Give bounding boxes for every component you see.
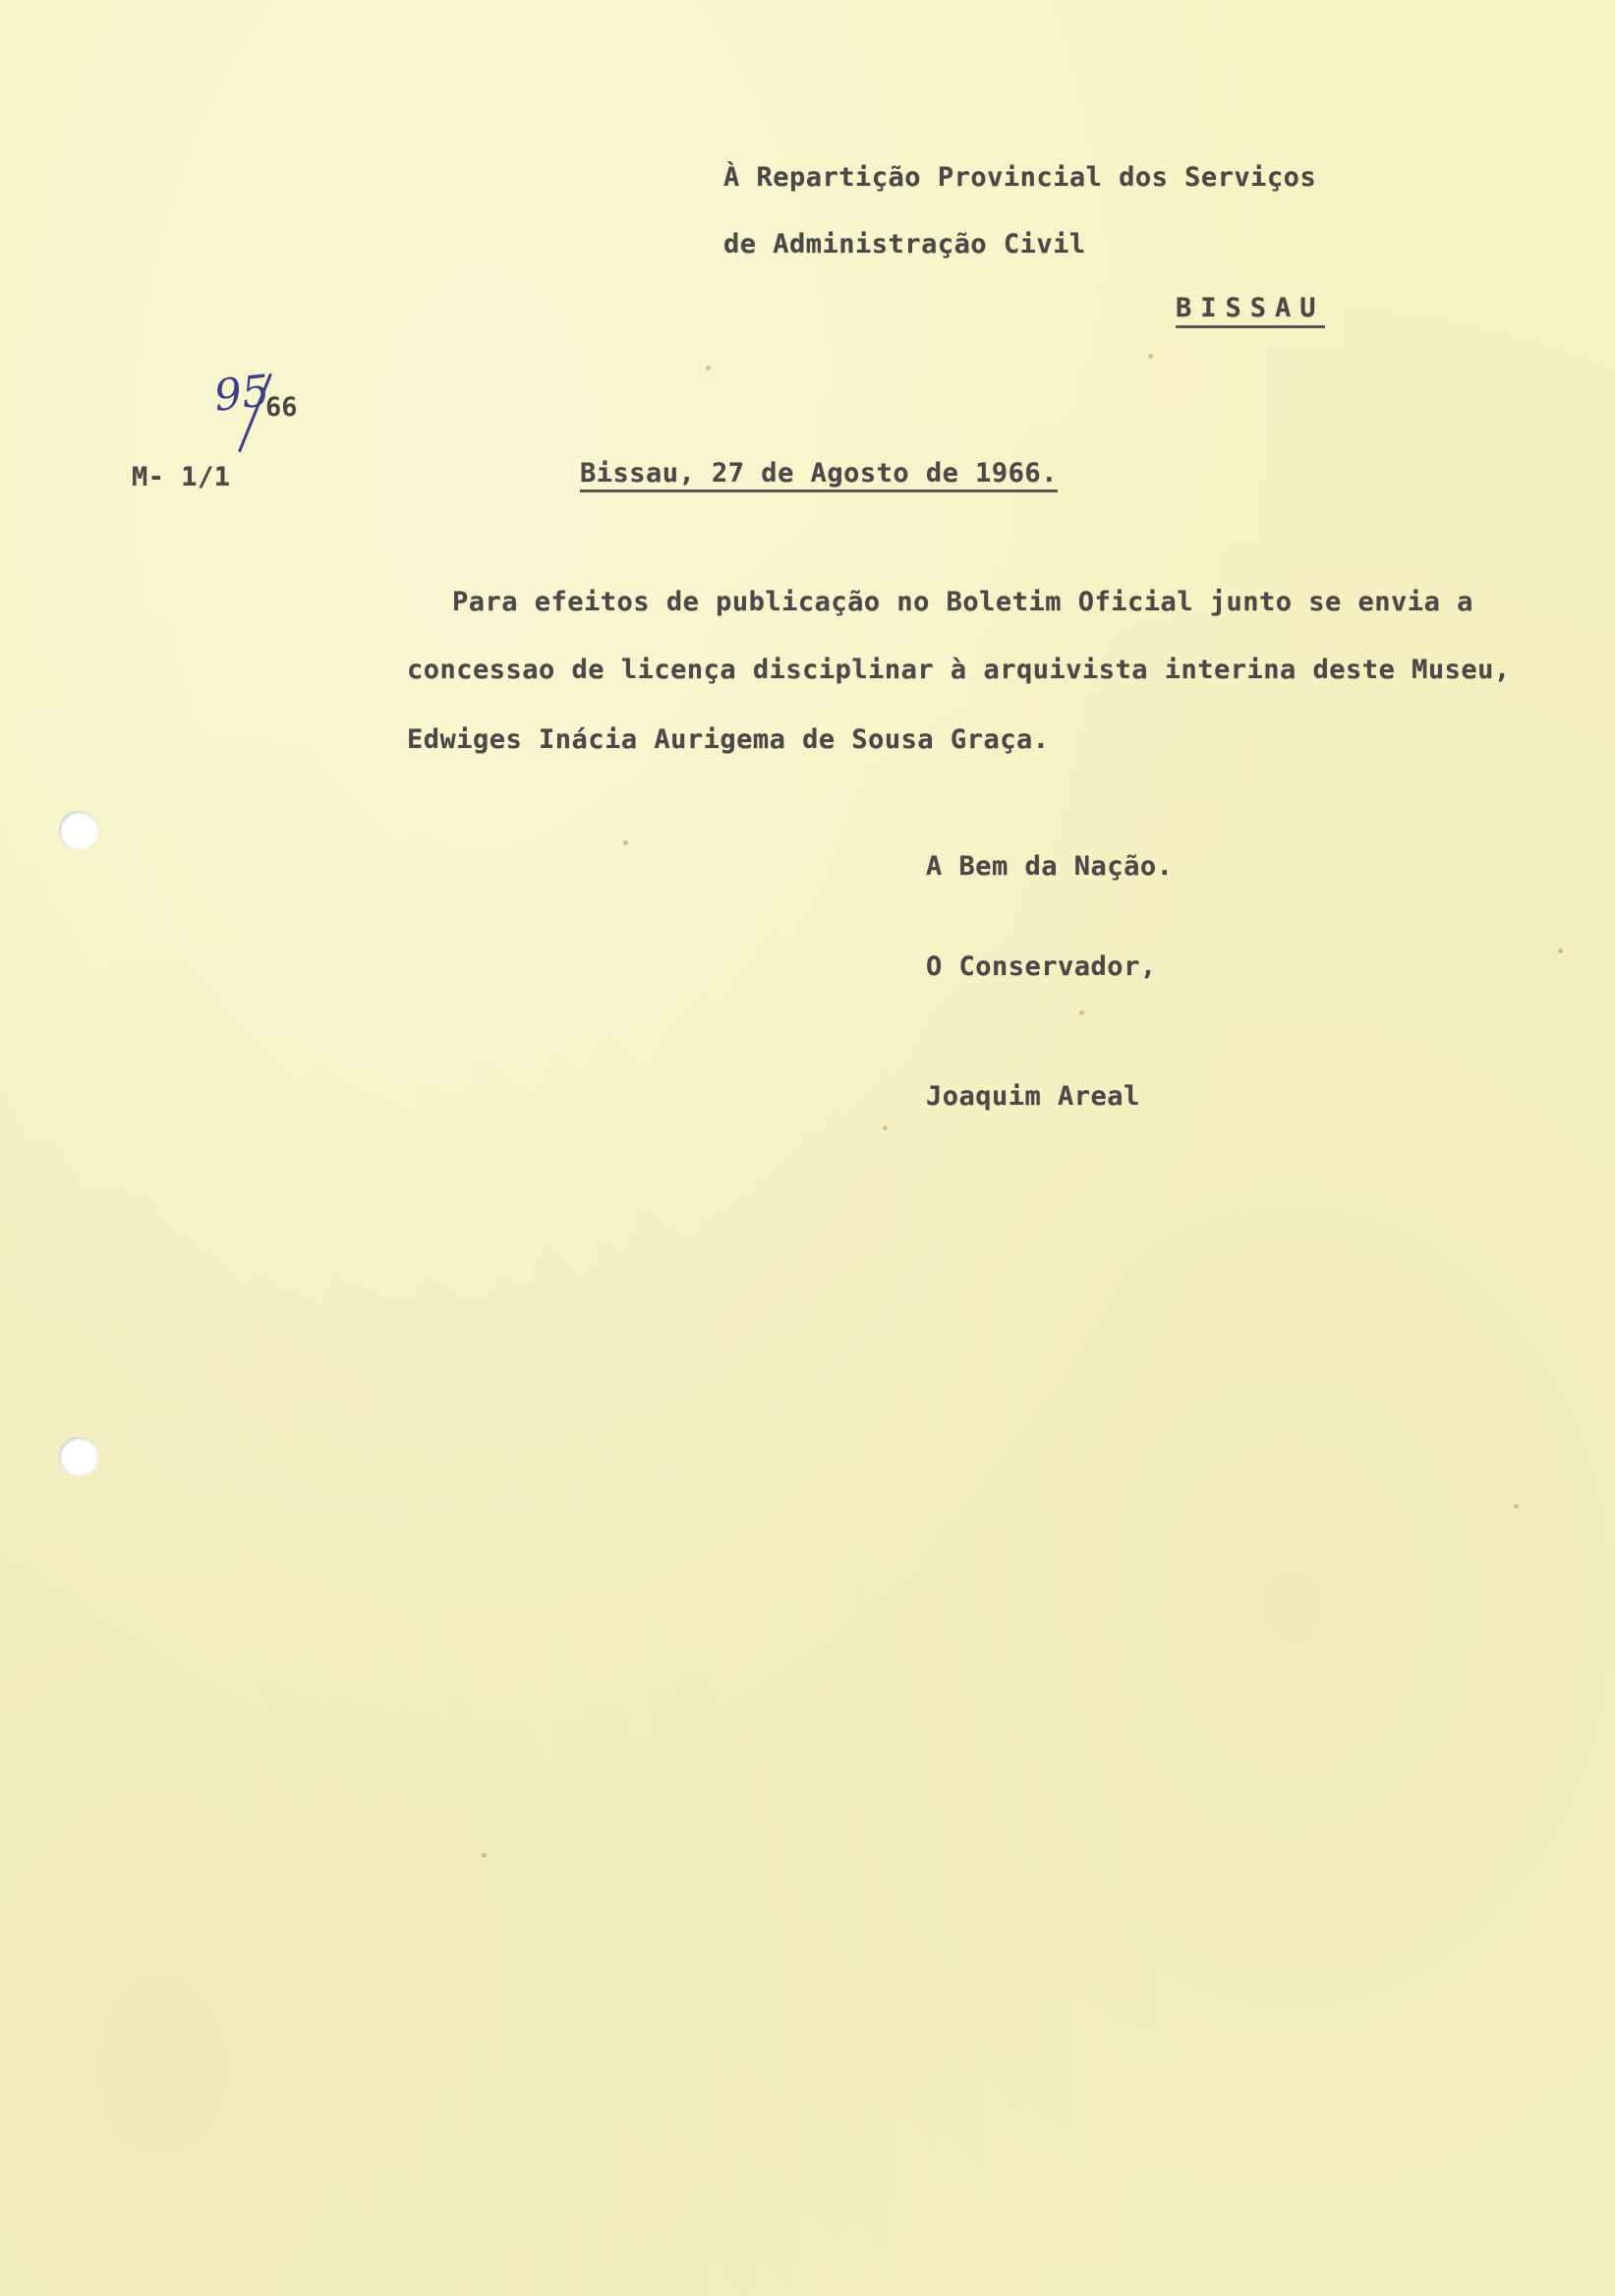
reference-number — [211, 366, 322, 462]
paper-speck — [706, 366, 711, 371]
signatory-name: Joaquim Areal — [926, 1081, 1140, 1112]
punch-hole-top — [59, 811, 98, 850]
punch-hole-bottom — [59, 1437, 98, 1476]
paper-speck — [1514, 1504, 1519, 1509]
signatory-title: O Conservador, — [926, 951, 1157, 982]
body-line-2: concessao de licença disciplinar à arquivista interina deste Museu, — [407, 655, 1511, 685]
paper-speck — [1079, 1010, 1084, 1015]
closing-salutation: A Bem da Nação. — [926, 851, 1174, 882]
recipient-line-2: de Administração Civil — [723, 229, 1086, 259]
recipient-line-1: À Repartição Provincial dos Serviços — [723, 162, 1317, 193]
paper-speck — [623, 840, 628, 845]
date-line: Bissau, 27 de Agosto de 1966. — [580, 458, 1058, 492]
typed-reference-year: 66 — [265, 392, 298, 423]
paper-speck — [883, 1125, 888, 1130]
body-line-1: Para efeitos de publicação no Boletim Oficial junto se envia a — [452, 587, 1473, 617]
handwritten-reference: 95 — [211, 366, 272, 422]
paper-speck — [1558, 948, 1563, 953]
paper-speck — [482, 1853, 487, 1858]
body-line-3: Edwiges Inácia Aurigema de Sousa Graça. — [407, 724, 1050, 755]
paper-speck — [1148, 354, 1153, 359]
recipient-city: BISSAU — [1176, 293, 1325, 328]
file-code: M- 1/1 — [132, 462, 231, 492]
